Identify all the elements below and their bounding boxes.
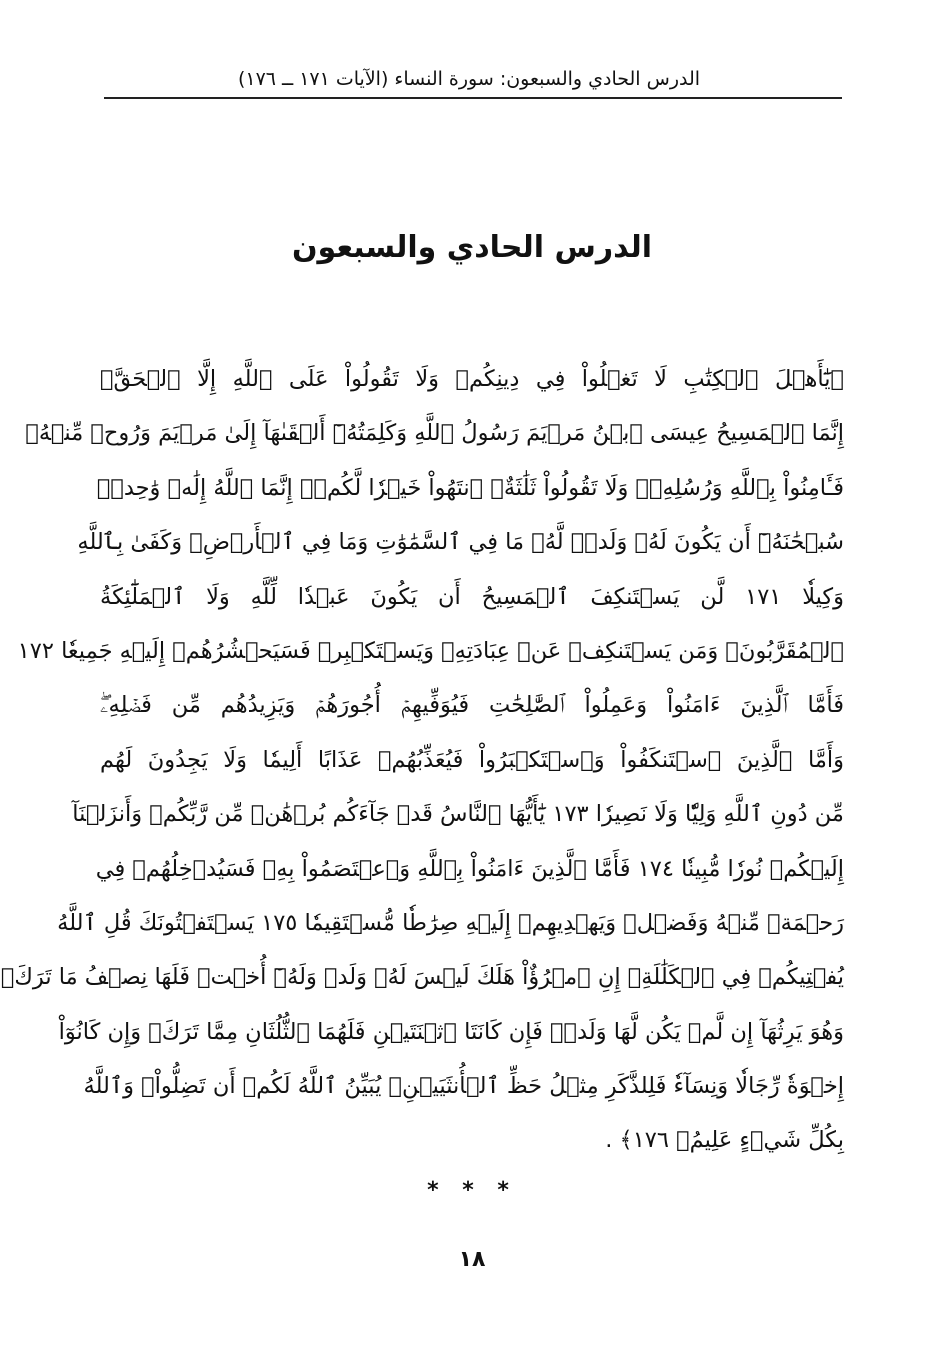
verse-line: يُفۡتِيكُمۡ فِي ٱلۡكَلَٰلَةِۚ إِنِ ٱمۡرُؤٌاْ هَلَكَ لَيۡسَ لَهُۥ وَلَدٞ وَلَهُۥٓ أُخۡتٞ فَلَهَا نِصۡفُ مَا تَرَكَۚ <box>0 964 844 991</box>
verse-line: وَهُوَ يَرِثُهَآ إِن لَّمۡ يَكُن لَّهَا وَلَدٞۚ فَإِن كَانَتَا ٱثۡنَتَيۡنِ فَلَهُمَا ٱلثُّلُثَانِ مِمَّا تَرَكَۚ وَإِن كَانُوٓاْ <box>58 1018 844 1045</box>
header-rule <box>104 97 842 99</box>
verse-line: إِنَّمَا ٱلۡمَسِيحُ عِيسَى ٱبۡنُ مَرۡيَمَ رَسُولُ ٱللَّهِ وَكَلِمَتُهُۥٓ أَلۡقَىٰهَآ إِلَىٰ مَرۡيَمَ وَرُوحٞ مِّنۡهُۖ <box>25 420 844 447</box>
verse-line: فَأَمَّا ٱلَّذِينَ ءَامَنُواْ وَعَمِلُواْ ٱلصَّٰلِحَٰتِ فَيُوَفِّيهِمۡ أُجُورَهُمۡ وَيَزِيدُهُم مِّن فَضۡلِهِۦۖ <box>100 692 844 719</box>
verse-line: سُبۡحَٰنَهُۥٓ أَن يَكُونَ لَهُۥ وَلَدٞۘ لَّهُۥ مَا فِي ٱلسَّمَٰوَٰتِ وَمَا فِي ٱلۡأَرۡضِۗ وَكَفَىٰ بِٱللَّهِ <box>77 529 844 556</box>
verse-line: مِّن دُونِ ٱللَّهِ وَلِيّٗا وَلَا نَصِيرٗا ١٧٣ يَٰٓأَيُّهَا ٱلنَّاسُ قَدۡ جَآءَكُم بُرۡهَٰنٞ مِّن رَّبِّكُمۡ وَأَنزَلۡنَآ <box>72 801 844 828</box>
verse-line: ٱلۡمُقَرَّبُونَۚ وَمَن يَسۡتَنكِفۡ عَنۡ عِبَادَتِهِۦ وَيَسۡتَكۡبِرۡ فَسَيَحۡشُرُهُمۡ إِلَيۡهِ جَمِيعٗا ١٧٢ <box>17 637 844 664</box>
verse-line: إِخۡوَةٗ رِّجَالٗا وَنِسَآءٗ فَلِلذَّكَرِ مِثۡلُ حَظِّ ٱلۡأُنثَيَيۡنِۗ يُبَيِّنُ ٱللَّهُ لَكُمۡ أَن تَضِلُّواْۗ وَٱللَّهُ <box>83 1073 844 1100</box>
verse-line: إِلَيۡكُمۡ نُورٗا مُّبِينٗا ١٧٤ فَأَمَّا ٱلَّذِينَ ءَامَنُواْ بِٱللَّهِ وَٱعۡتَصَمُواْ بِهِۦ فَسَيُدۡخِلُهُمۡ فِي <box>95 855 844 882</box>
quran-passage <box>0 352 844 1168</box>
running-header: الدرس الحادي والسبعون: سورة النساء (الآيات ١٧١ ــ ١٧٦) <box>237 68 701 90</box>
verse-line: ﴿يَٰٓأَهۡلَ ٱلۡكِتَٰبِ لَا تَغۡلُواْ فِي دِينِكُمۡ وَلَا تَقُولُواْ عَلَى ٱللَّهِ إِلَّا ٱلۡحَقَّۚ <box>100 366 844 392</box>
verse-line: وَأَمَّا ٱلَّذِينَ ٱسۡتَنكَفُواْ وَٱسۡتَكۡبَرُواْ فَيُعَذِّبُهُمۡ عَذَابًا أَلِيمٗا وَلَا يَجِدُونَ لَهُم <box>100 746 844 773</box>
section-separator: * * * <box>427 1178 517 1203</box>
verse-line: فَـَٔامِنُواْ بِٱللَّهِ وَرُسُلِهِۦۖ وَلَا تَقُولُواْ ثَلَٰثَةٌۚ ٱنتَهُواْ خَيۡرٗا لَّكُمۡۚ إِنَّمَا ٱللَّهُ إِلَٰهٞ وَٰحِدٞۖ <box>96 474 844 501</box>
page-number: ١٨ <box>458 1247 486 1272</box>
verse-line: وَكِيلٗا ١٧١ لَّن يَسۡتَنكِفَ ٱلۡمَسِيحُ أَن يَكُونَ عَبۡدٗا لِّلَّهِ وَلَا ٱلۡمَلَٰٓئِكَةُ <box>100 583 844 610</box>
verse-line: بِكُلِّ شَيۡءٍ عَلِيمُۢ ١٧٦﴾ . <box>605 1127 844 1154</box>
verse-line: رَحۡمَةٖ مِّنۡهُ وَفَضۡلٖ وَيَهۡدِيهِمۡ إِلَيۡهِ صِرَٰطٗا مُّسۡتَقِيمٗا ١٧٥ يَسۡتَفۡتُونَكَ قُلِ ٱللَّهُ <box>57 909 844 936</box>
lesson-title: الدرس الحادي والسبعون <box>291 230 653 265</box>
